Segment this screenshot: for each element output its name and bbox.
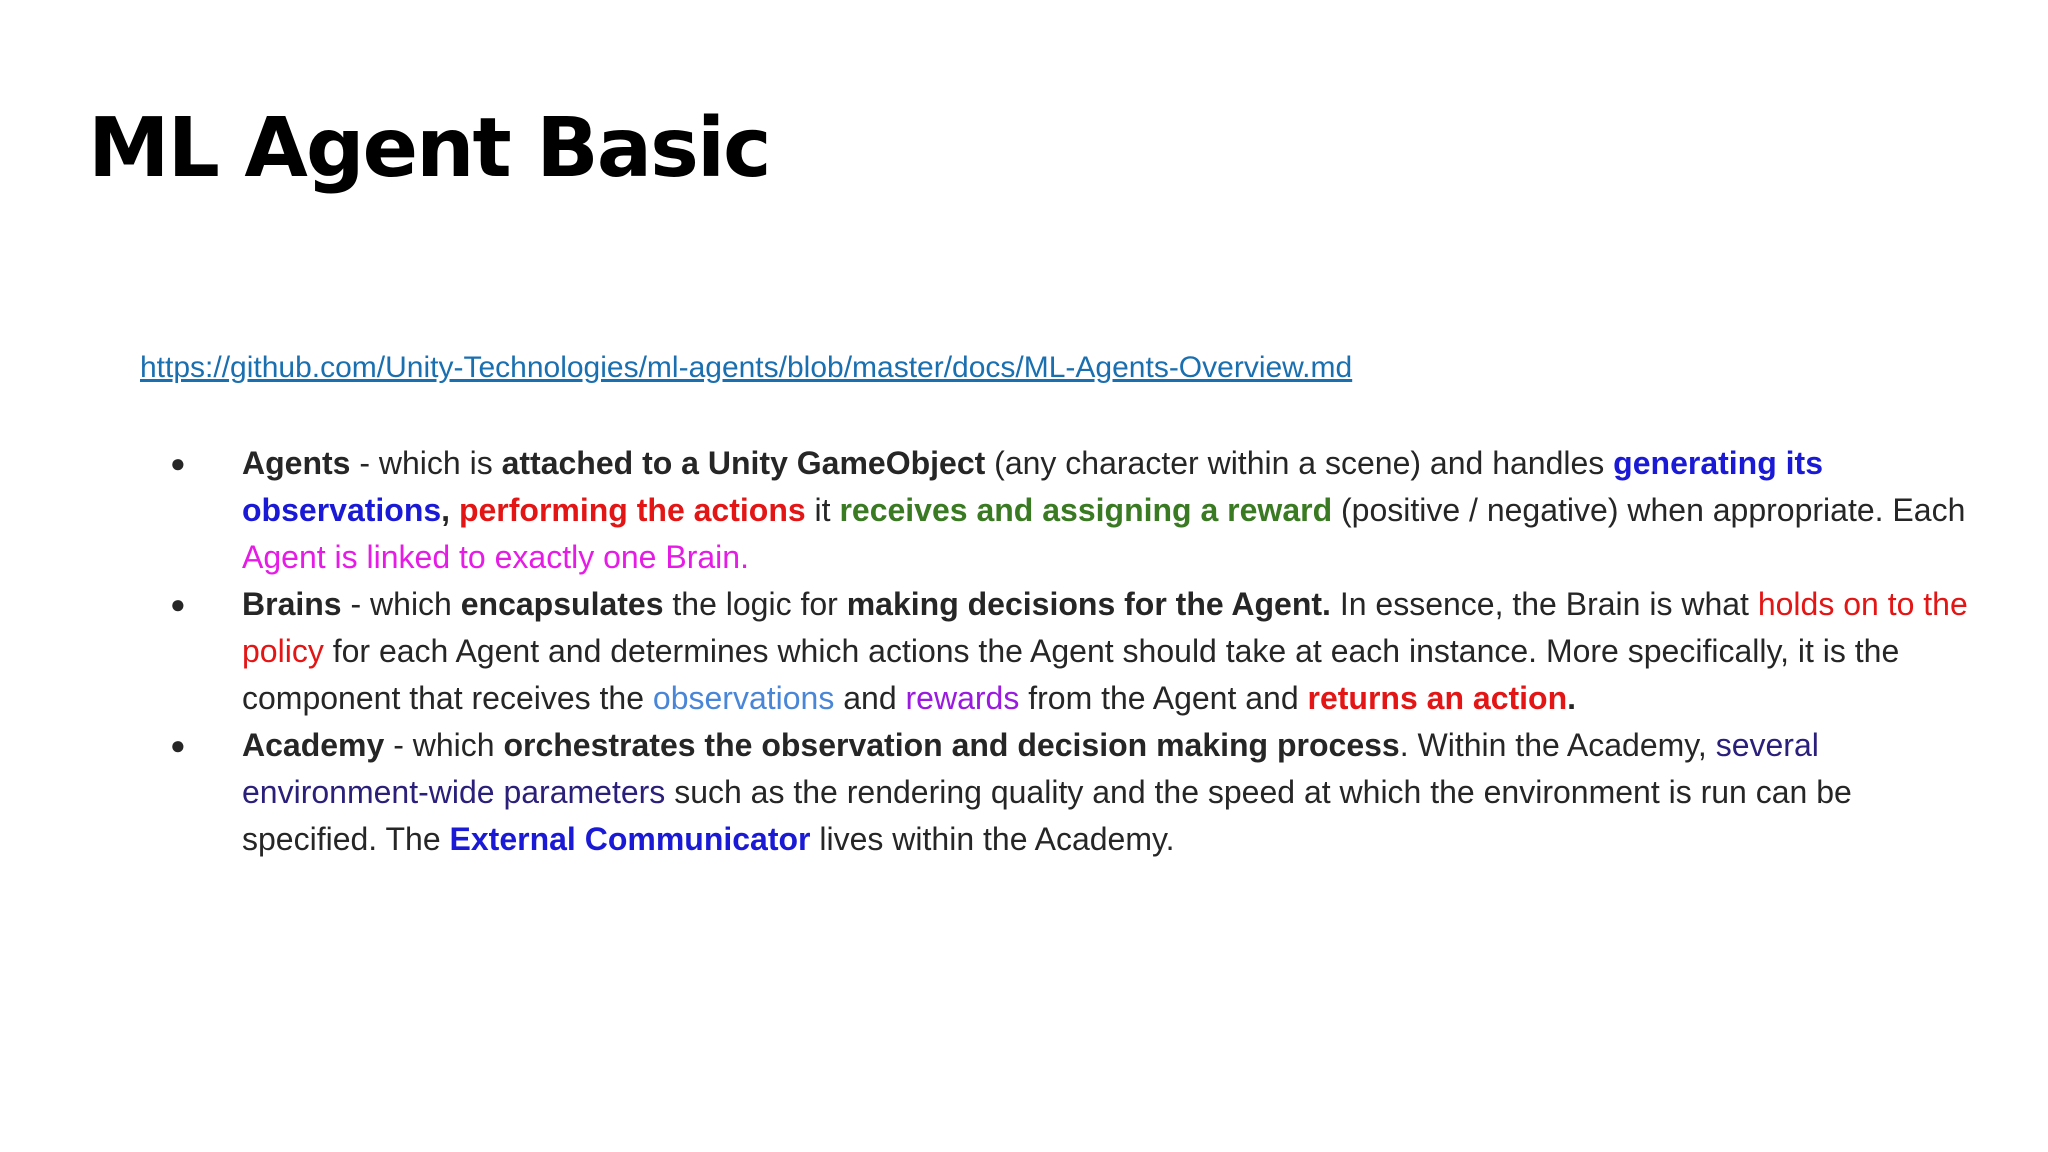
bullet-segment: the logic for	[663, 586, 847, 622]
bullet-segment: . Within the Academy,	[1399, 727, 1716, 763]
bullet-segment: holds on to the policy	[242, 586, 1968, 669]
bullet-segment: making decisions for the Agent.	[846, 586, 1331, 622]
bullet-segment: - which	[384, 727, 504, 763]
bullet-segment: observations	[652, 680, 835, 716]
bullet-segment: (positive / negative) when appropriate. Each	[1332, 492, 1966, 528]
bullet-segment: performing the actions	[458, 492, 806, 528]
bullet-dot-icon: ●	[170, 448, 186, 478]
bullet-segment: for each Agent and determines which actions the Agent should take at each instance. More specifically, it is the component that receives the	[242, 633, 1900, 716]
overview-link[interactable]: https://github.com/Unity-Technologies/ml-agents/blob/master/docs/ML-Agents-Overview.md	[140, 351, 1353, 384]
bullet-segment: - which is	[350, 445, 502, 481]
bullet-segment: attached to a Unity GameObject	[501, 445, 986, 481]
bullet-segment: Agents	[242, 445, 351, 481]
bullet-dot-icon: ●	[170, 589, 186, 619]
bullet-segment: rewards	[905, 680, 1020, 716]
bullet-segment: receives and assigning a reward	[839, 492, 1333, 528]
bullet-agents	[0, 440, 1990, 581]
bullet-segment: and	[834, 680, 906, 716]
bullet-segment: Agent is linked to exactly one Brain.	[242, 539, 749, 575]
bullet-text	[242, 445, 1965, 575]
bullet-dot-icon: ●	[170, 730, 186, 760]
bullet-segment: orchestrates the observation and decision making process	[503, 727, 1400, 763]
bullet-segment: it	[805, 492, 840, 528]
bullet-segment: In essence, the Brain is what	[1330, 586, 1758, 622]
bullet-segment: Brains	[242, 586, 342, 622]
bullet-segment: .	[1567, 680, 1577, 716]
bullet-text	[242, 586, 1968, 716]
bullet-list	[0, 440, 1990, 863]
slide-title: ML Agent Basic	[88, 101, 770, 196]
bullet-segment: returns an action	[1307, 680, 1568, 716]
bullet-segment: External Communicator	[449, 821, 811, 857]
bullet-segment: such as the rendering quality and the speed at which the environment is run can be specified. The	[242, 774, 1852, 857]
bullet-text	[242, 727, 1852, 857]
bullet-segment: - which	[341, 586, 461, 622]
bullet-segment: from the Agent and	[1019, 680, 1308, 716]
bullet-segment: several environment-wide parameters	[242, 727, 1819, 810]
bullet-segment: encapsulates	[460, 586, 664, 622]
bullet-segment: lives within the Academy.	[810, 821, 1175, 857]
bullet-segment: (any character within a scene) and handles	[985, 445, 1614, 481]
bullet-segment: generating its observations	[242, 445, 1823, 528]
bullet-segment: ,	[441, 492, 459, 528]
bullet-brains	[0, 581, 1990, 722]
bullet-academy	[0, 722, 1990, 863]
bullet-segment: Academy	[242, 727, 385, 763]
